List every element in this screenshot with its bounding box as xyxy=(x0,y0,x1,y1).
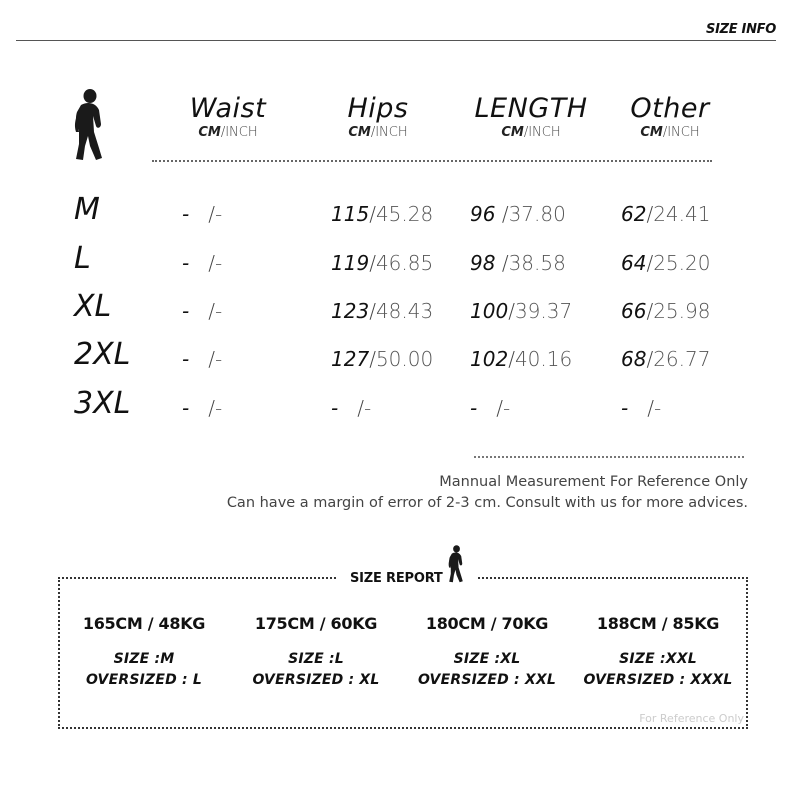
report-item xyxy=(402,614,572,688)
table-cell: 102/40.16 xyxy=(470,347,573,371)
column-header-length xyxy=(466,93,596,140)
table-cell: - /- xyxy=(182,299,223,323)
size-label: L xyxy=(74,241,91,276)
table-cell: - /- xyxy=(182,202,223,226)
note-line-2: Can have a margin of error of 2-3 cm. Consult with us for more advices. xyxy=(226,495,748,511)
column-name: LENGTH xyxy=(474,93,588,124)
table-cell: 119/46.85 xyxy=(331,251,434,275)
report-size: SIZE :L xyxy=(288,651,344,667)
table-cell: - /- xyxy=(182,251,223,275)
table-cell: 62/24.41 xyxy=(621,202,711,226)
man-walking-icon xyxy=(66,88,112,162)
header-divider xyxy=(16,40,776,41)
report-oversized: OVERSIZED : XXXL xyxy=(583,672,733,688)
notes-divider xyxy=(474,456,744,458)
table-cell: 96 /37.80 xyxy=(470,202,566,226)
size-report-title: SIZE REPORT xyxy=(350,571,443,586)
watermark: For Reference Only xyxy=(639,712,744,725)
column-unit: CM/INCH xyxy=(198,125,258,140)
table-cell: 64/25.20 xyxy=(621,251,711,275)
table-divider xyxy=(152,160,712,162)
report-body: 180CM / 70KG xyxy=(425,614,549,633)
column-header-hips xyxy=(318,93,438,140)
table-cell: - /- xyxy=(182,347,223,371)
table-cell: 127/50.00 xyxy=(331,347,434,371)
report-oversized: OVERSIZED : L xyxy=(85,672,203,688)
page-title: SIZE INFO xyxy=(706,22,776,37)
table-cell: 98 /38.58 xyxy=(470,251,566,275)
column-unit: CM/INCH xyxy=(640,125,700,140)
report-body: 188CM / 85KG xyxy=(596,614,720,633)
table-cell: 123/48.43 xyxy=(331,299,434,323)
size-label: 2XL xyxy=(74,337,131,372)
note-line-1: Mannual Measurement For Reference Only xyxy=(439,474,748,490)
size-label: XL xyxy=(74,289,112,324)
column-name: Waist xyxy=(189,93,267,124)
table-cell: - /- xyxy=(331,396,372,420)
size-label: M xyxy=(74,192,100,227)
report-size: SIZE :M xyxy=(113,651,175,667)
size-label: 3XL xyxy=(74,386,131,421)
table-cell: 68/26.77 xyxy=(621,347,711,371)
column-unit: CM/INCH xyxy=(501,125,561,140)
table-cell: 66/25.98 xyxy=(621,299,711,323)
man-walking-icon xyxy=(444,543,468,585)
report-size: SIZE :XXL xyxy=(619,651,697,667)
report-oversized: OVERSIZED : XXL xyxy=(417,672,557,688)
column-header-other xyxy=(614,93,726,140)
report-size: SIZE :XL xyxy=(453,651,521,667)
column-name: Other xyxy=(630,93,710,124)
table-cell: - /- xyxy=(621,396,662,420)
table-cell: - /- xyxy=(182,396,223,420)
column-unit: CM/INCH xyxy=(348,125,408,140)
report-item xyxy=(231,614,401,688)
report-body: 165CM / 48KG xyxy=(82,614,206,633)
table-cell: 100/39.37 xyxy=(470,299,573,323)
column-name: Hips xyxy=(347,93,409,124)
column-header-waist xyxy=(168,93,288,140)
report-item xyxy=(59,614,229,688)
table-cell: 115/45.28 xyxy=(331,202,434,226)
table-cell: - /- xyxy=(470,396,511,420)
report-item xyxy=(573,614,743,688)
report-oversized: OVERSIZED : XL xyxy=(252,672,380,688)
report-body: 175CM / 60KG xyxy=(254,614,378,633)
